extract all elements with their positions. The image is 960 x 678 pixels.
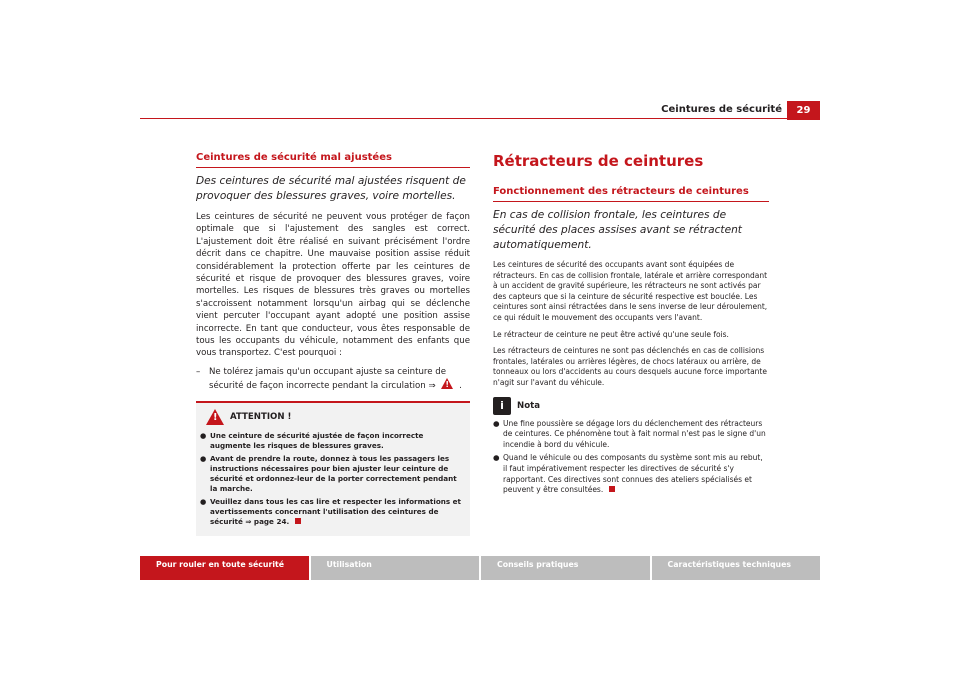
cross-ref-arrow: ⇒ (245, 516, 252, 526)
body-paragraph: Les rétracteurs de ceintures ne sont pas déclenchés en cas de collisions frontales, latérales ou arrières légères, de chocs latéraux ou arrière, de tonneaux ou lors d'accidents au cours desquels aucune force importante n'agit sur l'avant du véhicule. (493, 346, 767, 387)
nota-item-text: Une fine poussière se dégage lors du déclenchement des rétracteurs de ceintures. Ce phénomène tout à fait normal n'est pas le signe d'un incendie à bord du véhicule. (503, 418, 766, 449)
lead-text-left: Des ceintures de sécurité mal ajustées risquent de provoquer des blessures graves, voire mortelles. (196, 175, 466, 202)
attention-item-text: Veuillez dans tous les cas lire et respecter les informations et avertissements concernant l'utilisation des ceintures de sécurité (210, 496, 461, 526)
nota-item-text: Quand le véhicule ou des composants du système sont mis au rebut, il faut impérativement respecter les directives de sécurité s'y rapportant. Ces directives sont connues des ateliers spécialisés et peuvent y être consultées. (503, 453, 763, 495)
attention-item (200, 454, 466, 494)
nota-title: Nota (517, 400, 541, 411)
dash-marker: – (196, 366, 201, 377)
nota-header (493, 397, 769, 415)
section-heading-retractors: Fonctionnement des rétracteurs de ceintures (493, 186, 769, 202)
cross-ref-arrow: ⇒ (428, 381, 436, 392)
body-paragraph: Le rétracteur de ceinture ne peut être activé qu'une seule fois. (493, 329, 729, 339)
running-header: Ceintures de sécurité (661, 104, 782, 115)
header-rule (140, 118, 820, 119)
nota-item (493, 453, 769, 495)
body-paragraph: Les ceintures de sécurité des occupants avant sont équipées de rétracteurs. En cas de collision frontale, latérale et arrière correspondant à un accident de gravité supérieure, les rétracteurs ne sont activés par des capteurs que si la ceinture de sécurité respective est bouclée. Les ceintures sont ainsi rétractées dans le sens inverse de leur déroulement, ce qui réduit le mouvement des occupants vers l'avant. (493, 260, 768, 322)
right-column (493, 152, 769, 499)
end-of-section-icon (295, 518, 301, 524)
section-heading-misadjusted: Ceintures de sécurité mal ajustées (196, 152, 470, 168)
list-item-text: Ne tolérez jamais qu'un occupant ajuste sa ceinture de sécurité de façon incorrecte pendant la circulation (209, 366, 447, 392)
page-number: 29 (787, 101, 820, 120)
bullet-icon: ● (493, 453, 500, 463)
lead-text-right: En cas de collision frontale, les ceintures de sécurité des places assises avant se rétractent automatiquement. (493, 209, 742, 251)
tab-operation[interactable]: Utilisation (309, 556, 480, 580)
footer-nav (140, 556, 820, 580)
tab-safety[interactable]: Pour rouler en toute sécurité (140, 556, 309, 580)
bullet-icon: ● (200, 496, 207, 506)
list-item-end: . (459, 381, 462, 392)
page-reference-link[interactable]: page 24. (253, 516, 290, 526)
bullet-icon: ● (493, 418, 500, 428)
attention-item-text: Une ceinture de sécurité ajustée de façon incorrecte augmente les risques de blessures graves. (210, 430, 424, 450)
body-text-left: Les ceintures de sécurité ne peuvent vous protéger de façon optimale que si l'ajustement des sangles est correct. L'ajustement doit être réalisé en suivant précisément l'ordre décrit dans ce chapitre. Une mauvaise position assise réduit considérablement la protection offerte par les ceintures de sécurité et risque de provoquer des blessures graves, voire mortelles. Les risques de blessures très graves ou mortelles s'accroissent notamment lorsqu'un airbag qui se déclenche vient percuter l'occupant ayant adopté une position assise incorrecte. En tant que conducteur, vous êtes responsable de tous les occupants du véhicule, notamment des enfants que vous transportez. C'est pourquoi : (196, 212, 470, 359)
attention-item (200, 431, 466, 451)
attention-box (196, 401, 470, 536)
warning-triangle-icon (441, 378, 453, 389)
nota-item (493, 419, 769, 451)
tab-technical-data[interactable]: Caractéristiques techniques (650, 556, 821, 580)
tab-practical-tips[interactable]: Conseils pratiques (479, 556, 650, 580)
list-item (196, 366, 470, 393)
attention-header (200, 409, 466, 425)
attention-item-text: Avant de prendre la route, donnez à tous les passagers les instructions nécessaires pour bien ajuster leur ceinture de sécurité et ordonnez-leur de la porter correctement pendant la marche. (210, 453, 457, 493)
bullet-icon: ● (200, 453, 207, 463)
chapter-title: Rétracteurs de ceintures (493, 152, 704, 170)
attention-title: ATTENTION ! (230, 411, 292, 422)
left-column (196, 152, 470, 536)
end-of-section-icon (609, 486, 615, 492)
info-icon: i (493, 397, 511, 415)
bullet-icon: ● (200, 430, 207, 440)
attention-item (200, 497, 466, 527)
warning-triangle-icon (206, 409, 224, 425)
